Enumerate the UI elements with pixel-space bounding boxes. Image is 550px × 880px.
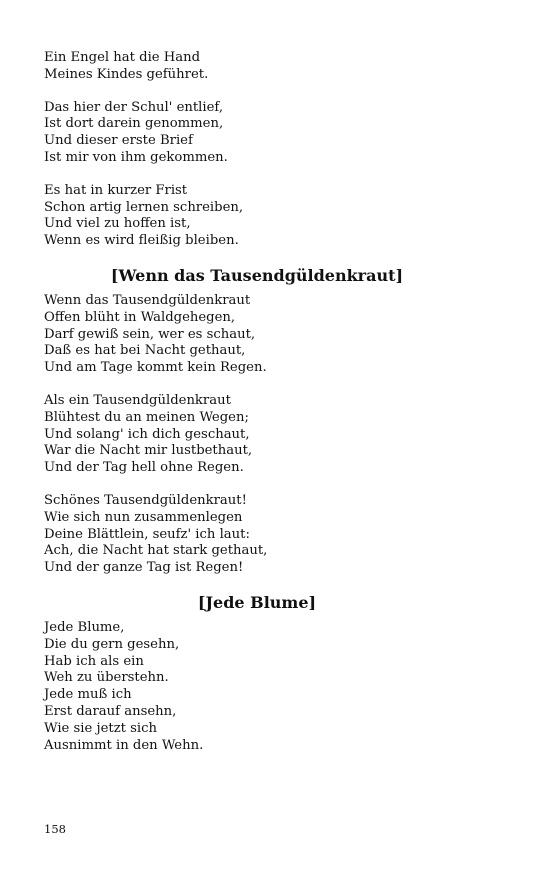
verse-line: Wenn das Tausendgüldenkraut — [44, 292, 251, 308]
verse-line: Daß es hat bei Nacht gethaut, — [44, 343, 246, 359]
verse-line: Und der ganze Tag ist Regen! — [44, 560, 244, 576]
stanza — [44, 183, 514, 250]
stanza — [44, 293, 514, 377]
verse-line: Und am Tage kommt kein Regen. — [44, 360, 267, 376]
verse-line: Ausnimmt in den Wehn. — [44, 737, 204, 753]
poem-continuation — [44, 50, 514, 250]
stanza — [44, 393, 514, 477]
verse-line: Und solang' ich dich geschaut, — [44, 426, 250, 442]
verse-line: Deine Blättlein, seufz' ich laut: — [44, 526, 250, 542]
verse-line: War die Nacht mir lustbethaut, — [44, 443, 253, 459]
verse-line: Die du gern gesehn, — [44, 636, 180, 652]
verse-line: Und der Tag hell ohne Regen. — [44, 460, 244, 476]
verse-line: Ach, die Nacht hat stark gethaut, — [44, 543, 268, 559]
verse-line: Jede Blume, — [44, 619, 125, 635]
verse-line: Ein Engel hat die Hand — [44, 50, 201, 65]
verse-line: Schönes Tausendgüldenkraut! — [44, 492, 247, 508]
stanza — [44, 50, 514, 84]
verse-line: Erst darauf ansehn, — [44, 703, 177, 719]
verse-line: Hab ich als ein — [44, 653, 144, 669]
verse-line: Jede muß ich — [44, 687, 132, 703]
verse-line: Blühtest du an meinen Wegen; — [44, 409, 249, 425]
page-number: 158 — [44, 822, 66, 836]
verse-line: Und dieser erste Brief — [44, 133, 193, 149]
page-body — [44, 50, 514, 770]
verse-line: Als ein Tausendgüldenkraut — [44, 392, 231, 408]
verse-line: Das hier der Schul' entlief, — [44, 99, 224, 115]
stanza — [44, 100, 514, 167]
verse-line: Meines Kindes geführet. — [44, 66, 209, 82]
poem-title: [Jede Blume] — [197, 592, 317, 612]
verse-line: Wie sich nun zusammenlegen — [44, 509, 243, 525]
poem-title: [Wenn das Tausendgüldenkraut] — [110, 265, 404, 285]
verse-line: Wenn es wird fleißig bleiben. — [44, 233, 239, 249]
stanza — [44, 493, 514, 577]
verse-line: Weh zu überstehn. — [44, 670, 169, 686]
verse-line: Es hat in kurzer Frist — [44, 182, 188, 198]
verse-line: Offen blüht in Waldgehegen, — [44, 309, 236, 325]
poem-jede-blume — [44, 620, 514, 754]
poem-tausendgueldenkraut — [44, 293, 514, 577]
verse-line: Darf gewiß sein, wer es schaut, — [44, 326, 256, 342]
stanza — [44, 620, 514, 754]
verse-line: Und viel zu hoffen ist, — [44, 216, 191, 232]
verse-line: Ist dort darein genommen, — [44, 116, 224, 132]
verse-line: Ist mir von ihm gekommen. — [44, 149, 228, 165]
verse-line: Schon artig lernen schreiben, — [44, 199, 244, 215]
verse-line: Wie sie jetzt sich — [44, 720, 158, 736]
